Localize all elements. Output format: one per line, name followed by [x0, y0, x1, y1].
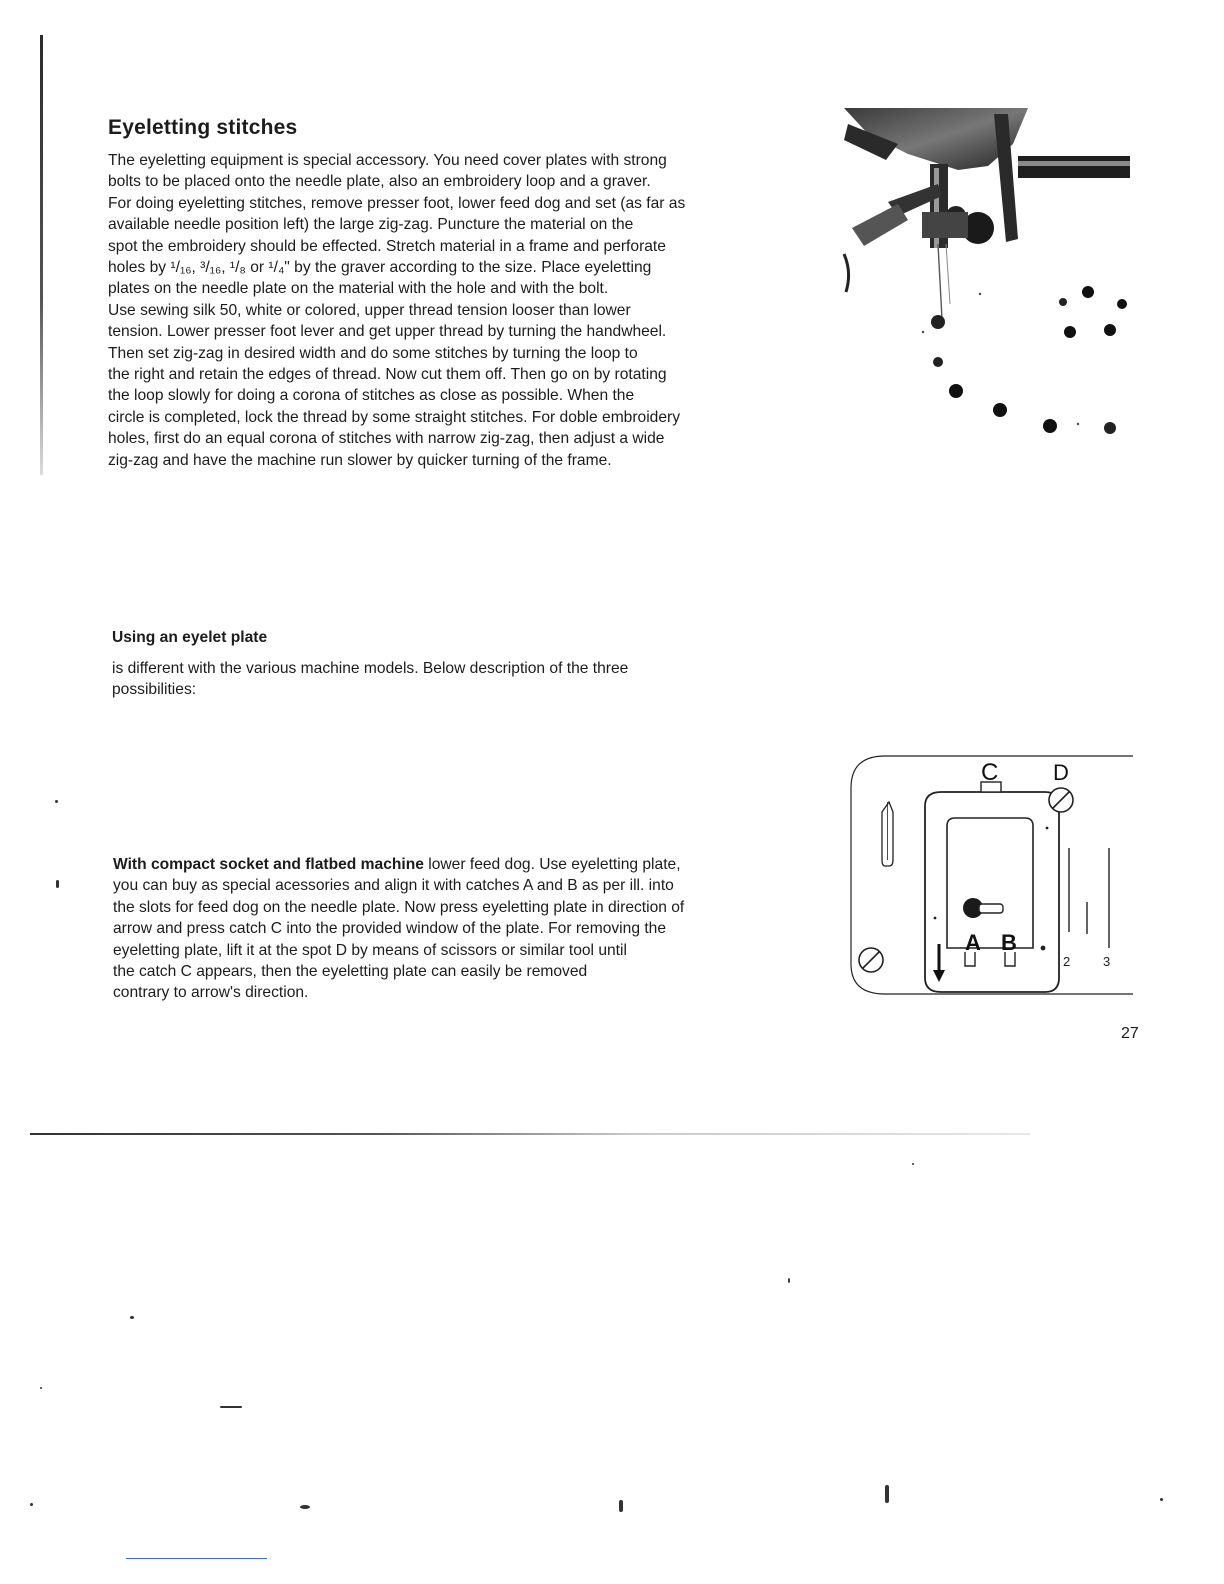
- scan-speck: [130, 1316, 134, 1319]
- eyelet-plate-diagram: [845, 752, 1137, 1000]
- eyelet-plate-paragraph: is different with the various machine models. Below description of the three possibilities:: [112, 660, 629, 699]
- scan-speck: [885, 1485, 889, 1503]
- blue-underline-mark: [126, 1558, 267, 1559]
- scan-speck: [55, 800, 58, 803]
- scan-speck: [56, 880, 59, 888]
- scan-speck: [1160, 1498, 1163, 1501]
- scan-speck: [220, 1406, 242, 1408]
- page-edge-rule: [30, 1133, 1030, 1135]
- scan-speck: [40, 1387, 42, 1389]
- scan-speck: [619, 1500, 623, 1512]
- eyeletting-photo: [838, 104, 1138, 454]
- scan-speck: [912, 1163, 914, 1165]
- label-a: A: [965, 930, 981, 955]
- label-2: 2: [1063, 954, 1071, 969]
- page-number: 27: [1121, 1025, 1139, 1042]
- scan-edge-mark: [40, 35, 43, 475]
- scan-speck: [788, 1278, 790, 1283]
- scan-speck: [30, 1503, 33, 1506]
- label-d: D: [1053, 760, 1069, 785]
- section-title: Eyeletting stitches: [108, 116, 298, 139]
- eyelet-plate-heading: Using an eyelet plate: [112, 629, 268, 646]
- label-b: B: [1001, 930, 1017, 955]
- compact-socket-paragraph: [113, 854, 813, 1004]
- compact-socket-lead: With compact socket and flatbed machine: [113, 856, 424, 873]
- compact-socket-text: lower feed dog. Use eyeletting plate, you can buy as special acessories and align it with catches A and B as per ill. into the slots for feed dog on the needle plate. Now press eyeletting plate in direction of arrow and press catch C into the provided window of the plate. For removing the eyeletting plate, lift it at the spot D by means of scissors or similar tool until the catch C appears, then the eyeletting plate can easily be removed contrary to arrow's direction.: [113, 856, 685, 1002]
- label-c: C: [981, 759, 999, 786]
- eyeletting-paragraph: The eyeletting equipment is special accessory. You need cover plates with strong bolts to be placed onto the needle plate, also an embroidery loop and a graver. For doing eyeletting stitches, remove presser foot, lower feed dog and set (as far as available needle position left) the large zig-zag. Puncture the material on the spot the embroidery should be effected. Stretch material in a frame and perforate holes by ¹/₁₆, ³/₁₆, ¹/₈ or ¹/₄" by the graver according to the size. Place eyeletting plates on the needle plate on the material with the hole and with the bolt. Use sewing silk 50, white or colored, upper thread tension looser than lower tension. Lower presser foot lever and get upper thread by turning the handwheel. Then set zig-zag in desired width and do some stitches by turning the loop to the right and retain the edges of thread. Now cut them off. Then go on by rotating the loop slowly for doing a corona of stitches as close as possible. When the circle is completed, lock the thread by some straight stitches. For doble embroidery holes, first do an equal corona of stitches with narrow zig-zag, then adjust a wide zig-zag and have the machine run slower by quicker turning of the frame.: [108, 152, 686, 469]
- scan-speck: [300, 1505, 310, 1509]
- label-3: 3: [1103, 954, 1111, 969]
